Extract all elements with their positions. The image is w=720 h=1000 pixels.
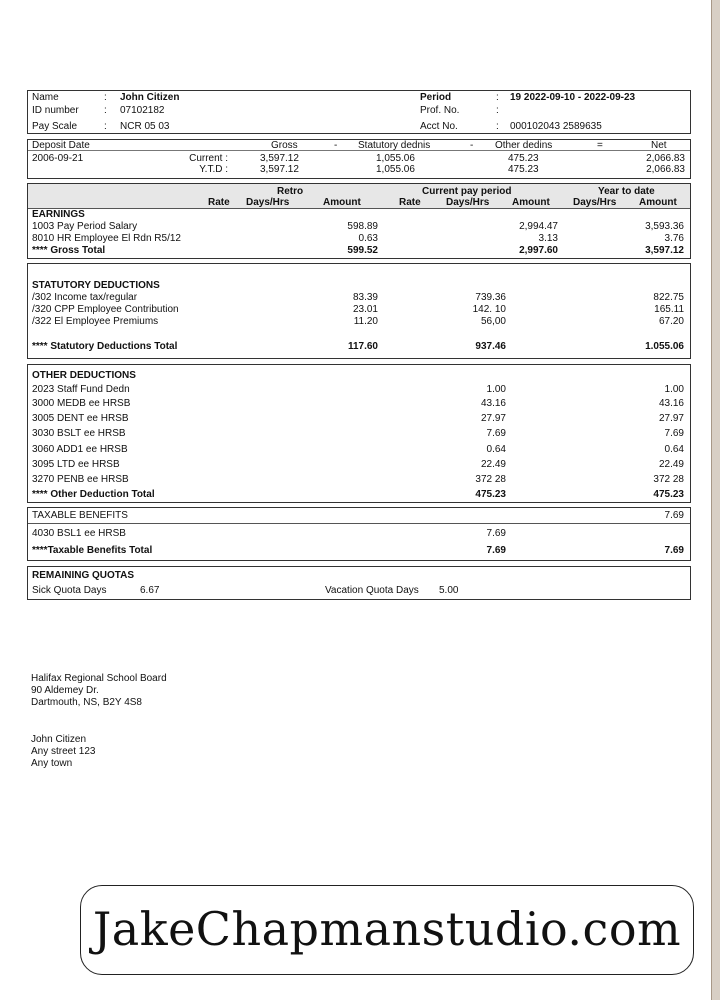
days-hrs-header: Days/Hrs — [573, 197, 617, 208]
ytd-net: 2,066.83 — [646, 164, 685, 175]
other-row-ytd: 7.69 — [664, 428, 684, 439]
pay-scale-label: Pay Scale — [32, 121, 78, 132]
taxable-benefits-box — [27, 507, 691, 561]
remaining-quotas-title: REMAINING QUOTAS — [32, 570, 135, 581]
net-label: Net — [651, 140, 667, 151]
remaining-quotas-box — [27, 566, 691, 600]
id-label: ID number — [32, 105, 79, 116]
statutory-row-retro: 83.39 — [352, 292, 378, 303]
acct-no-colon: : — [496, 121, 499, 132]
earnings-row-label: 1003 Pay Period Salary — [32, 221, 138, 232]
earnings-row-current: 3.13 — [538, 233, 558, 244]
current-gross: 3,597.12 — [260, 153, 299, 164]
other-row-ytd: 0.64 — [664, 444, 684, 455]
other-row-ytd: 43.16 — [658, 398, 684, 409]
year-to-date-header: Year to date — [598, 186, 655, 197]
statutory-row-ytd: 822.75 — [653, 292, 684, 303]
other-row-ytd: 372 28 — [653, 474, 684, 485]
ytd-label: Y.T.D : — [199, 164, 228, 175]
amount-header: Amount — [323, 197, 361, 208]
other-row-current: 22.49 — [480, 459, 506, 470]
statutory-row-current: 142. 10 — [472, 304, 506, 315]
column-header-underline — [28, 208, 690, 209]
pay-scale-colon: : — [104, 121, 107, 132]
earnings-row-retro: 598.89 — [347, 221, 378, 232]
other-row-current: 27.97 — [480, 413, 506, 424]
statutory-row-ytd: 67.20 — [658, 316, 684, 327]
sick-quota-value: 6.67 — [140, 585, 160, 596]
earnings-row-ytd: 3.76 — [664, 233, 684, 244]
statutory-total-label: **** Statutory Deductions Total — [32, 341, 178, 352]
other-row-current: 372 28 — [475, 474, 506, 485]
name-value: John Citizen — [120, 92, 180, 103]
current-period-header: Current pay period — [422, 186, 512, 197]
earnings-title: EARNINGS — [32, 209, 85, 220]
watermark-banner: JakeChapmanstudio.com — [80, 885, 694, 975]
taxable-title-underline — [28, 523, 690, 524]
rate-header: Rate — [208, 197, 230, 208]
statutory-total-current: 937.46 — [475, 341, 506, 352]
amount-header: Amount — [639, 197, 677, 208]
vacation-quota-label: Vacation Quota Days — [325, 585, 419, 596]
current-statutory: 1,055.06 — [376, 153, 415, 164]
other-total-ytd: 475.23 — [653, 489, 684, 500]
acct-no-label: Acct No. — [420, 121, 458, 132]
gross-total-label: **** Gross Total — [32, 245, 106, 256]
pay-scale-value: NCR 05 03 — [120, 121, 170, 132]
other-row-current: 7.69 — [486, 428, 506, 439]
page-edge — [712, 0, 720, 1000]
ytd-gross: 3,597.12 — [260, 164, 299, 175]
other-row-current: 1.00 — [486, 384, 506, 395]
rate-header: Rate — [399, 197, 421, 208]
days-hrs-header: Days/Hrs — [446, 197, 490, 208]
prof-no-label: Prof. No. — [420, 105, 460, 116]
gross-total-ytd: 3,597.12 — [645, 245, 684, 256]
minus-sign: - — [470, 140, 474, 151]
deposit-date-value: 2006-09-21 — [32, 153, 84, 164]
amount-header: Amount — [512, 197, 550, 208]
gross-label: Gross — [271, 140, 298, 151]
vacation-quota-value: 5.00 — [439, 585, 459, 596]
earnings-row-retro: 0.63 — [358, 233, 378, 244]
other-row-label: 3270 PENB ee HRSB — [32, 474, 129, 485]
period-colon: : — [496, 92, 499, 103]
other-deductions-title: OTHER DEDUCTIONS — [32, 370, 136, 381]
other-row-current: 0.64 — [486, 444, 506, 455]
period-label: Period — [420, 92, 452, 103]
statutory-row-retro: 11.20 — [353, 316, 378, 327]
taxable-benefits-title: TAXABLE BENEFITS — [32, 510, 128, 521]
statutory-row-label: /322 El Employee Premiums — [32, 316, 159, 327]
taxable-total-label: ****Taxable Benefits Total — [32, 545, 153, 556]
earnings-row-label: 8010 HR Employee El Rdn R5/12 — [32, 233, 181, 244]
earnings-box — [27, 183, 691, 259]
address-line: Dartmouth, NS, B2Y 4S8 — [31, 697, 142, 708]
acct-no-value: 000102043 2589635 — [510, 121, 602, 132]
earnings-row-current: 2,994.47 — [519, 221, 558, 232]
other-row-label: 3000 MEDB ee HRSB — [32, 398, 131, 409]
other-row-label: 3060 ADD1 ee HRSB — [32, 444, 128, 455]
taxable-row-current: 7.69 — [486, 528, 506, 539]
statutory-label: Statutory dednis — [358, 140, 431, 151]
gross-total-current: 2,997.60 — [519, 245, 558, 256]
name-colon: : — [104, 92, 107, 103]
address-line: Any street 123 — [31, 746, 96, 757]
statutory-total-ytd: 1.055.06 — [645, 341, 684, 352]
other-deductions-label: Other dedins — [495, 140, 553, 151]
current-label: Current : — [189, 153, 228, 164]
days-hrs-header: Days/Hrs — [246, 197, 290, 208]
statutory-row-label: /302 Income tax/regular — [32, 292, 138, 303]
name-label: Name — [32, 92, 59, 103]
address-line: John Citizen — [31, 734, 87, 745]
other-total-current: 475.23 — [475, 489, 506, 500]
other-row-label: 3095 LTD ee HRSB — [32, 459, 120, 470]
statutory-row-retro: 23.01 — [352, 304, 378, 315]
id-value: 07102182 — [120, 105, 165, 116]
statutory-title: STATUTORY DEDUCTIONS — [32, 280, 160, 291]
header-box — [27, 90, 691, 134]
ytd-other: 475.23 — [508, 164, 539, 175]
statutory-row-current: 56,00 — [480, 316, 506, 327]
other-deductions-box — [27, 364, 691, 503]
address-line: Halifax Regional School Board — [31, 673, 167, 684]
taxable-row-label: 4030 BSL1 ee HRSB — [32, 528, 126, 539]
statutory-box — [27, 263, 691, 359]
ytd-statutory: 1,055.06 — [376, 164, 415, 175]
other-row-current: 43.16 — [480, 398, 506, 409]
id-colon: : — [104, 105, 107, 116]
current-other: 475.23 — [508, 153, 539, 164]
taxable-total-current: 7.69 — [486, 545, 506, 556]
address-line: Any town — [31, 758, 73, 769]
other-total-label: **** Other Deduction Total — [32, 489, 155, 500]
sick-quota-label: Sick Quota Days — [32, 585, 107, 596]
other-row-ytd: 22.49 — [658, 459, 684, 470]
taxable-title-ytd: 7.69 — [664, 510, 684, 521]
minus-sign: - — [334, 140, 338, 151]
period-value: 19 2022-09-10 - 2022-09-23 — [510, 92, 636, 103]
statutory-row-ytd: 165.11 — [654, 304, 684, 315]
other-row-label: 2023 Staff Fund Dedn — [32, 384, 130, 395]
statutory-row-current: 739.36 — [475, 292, 506, 303]
other-row-ytd: 27.97 — [658, 413, 684, 424]
earnings-row-ytd: 3,593.36 — [645, 221, 684, 232]
equals-sign: = — [597, 140, 603, 151]
current-net: 2,066.83 — [646, 153, 685, 164]
other-row-ytd: 1.00 — [664, 384, 684, 395]
deposit-date-label: Deposit Date — [32, 140, 90, 151]
address-line: 90 Aldemey Dr. — [31, 685, 99, 696]
other-row-label: 3005 DENT ee HRSB — [32, 413, 129, 424]
taxable-total-ytd: 7.69 — [664, 545, 684, 556]
other-row-label: 3030 BSLT ee HRSB — [32, 428, 126, 439]
statutory-row-label: /320 CPP Employee Contribution — [32, 304, 179, 315]
retro-header: Retro — [277, 186, 304, 197]
deposit-box — [27, 139, 691, 179]
statutory-total-retro: 117.60 — [347, 341, 378, 352]
prof-no-colon: : — [496, 105, 499, 116]
gross-total-retro: 599.52 — [347, 245, 378, 256]
